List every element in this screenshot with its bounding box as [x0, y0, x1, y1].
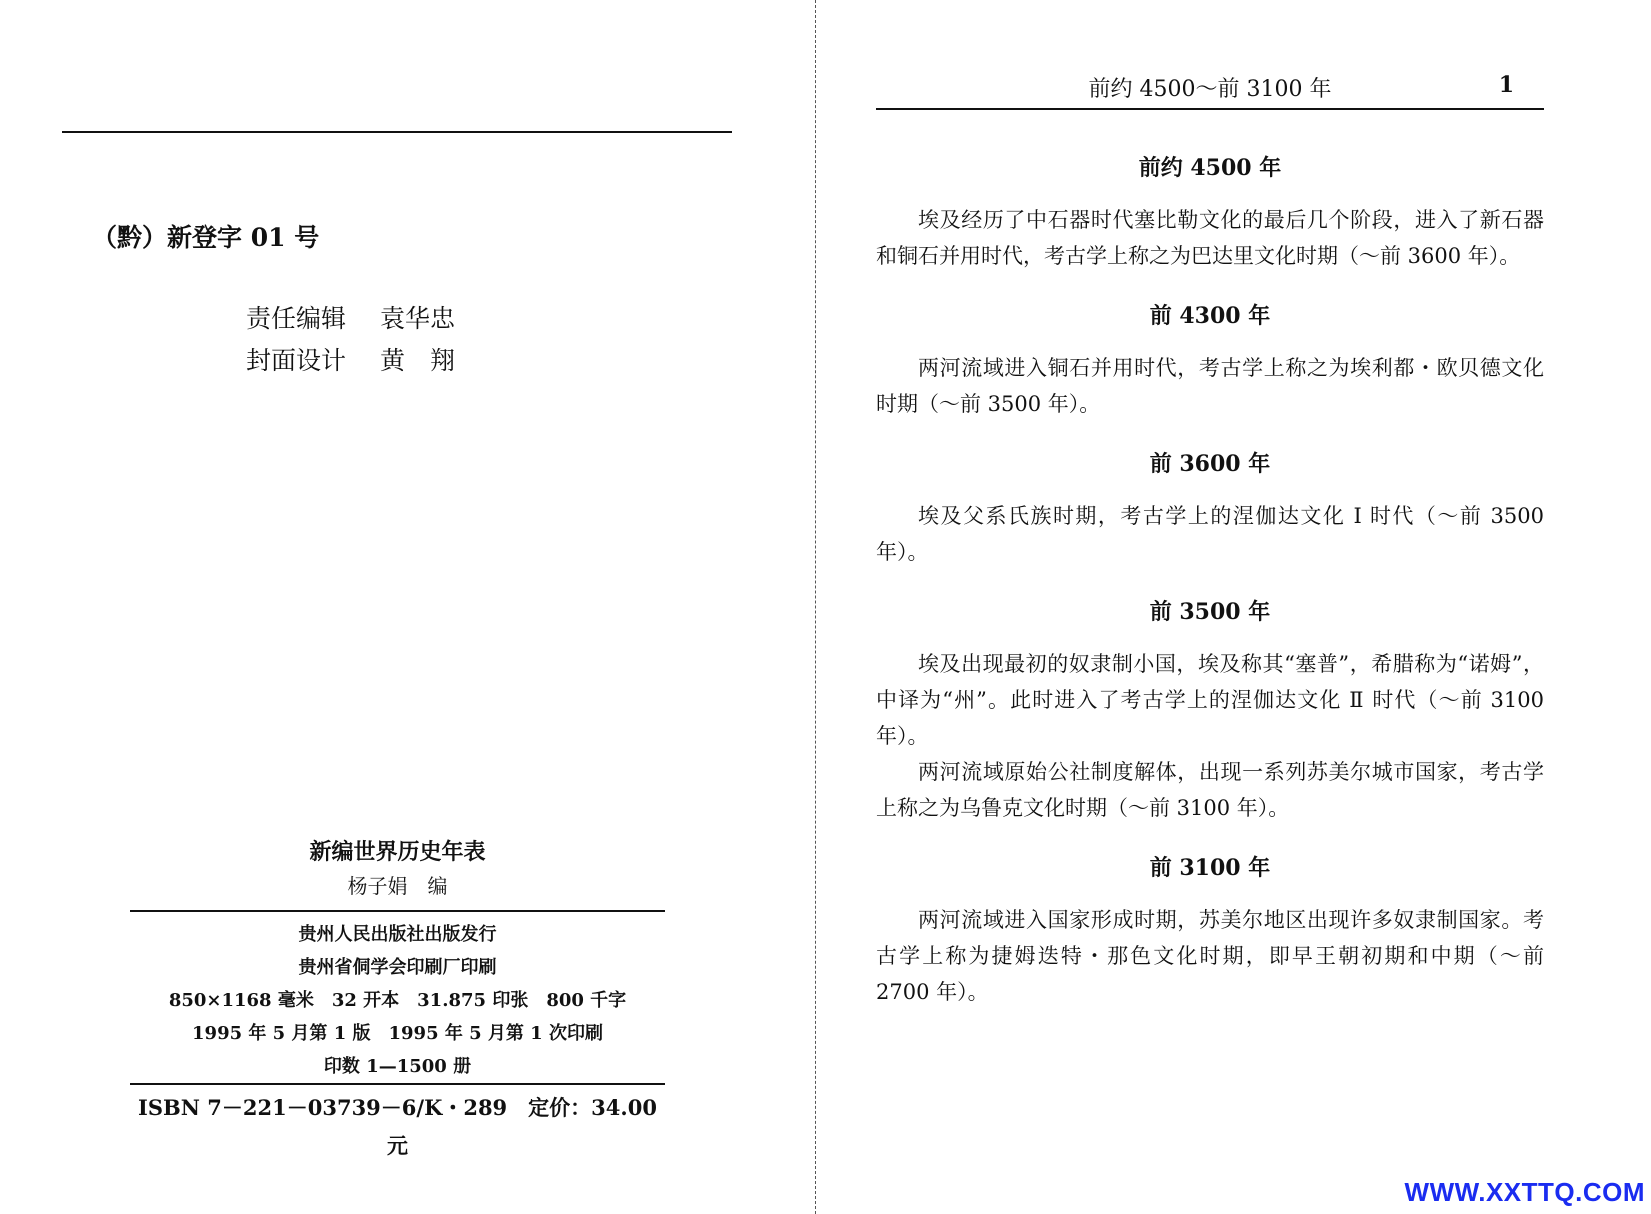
credit-name: 黄 翔 [380, 346, 456, 375]
watermark: WWW.XXTTQ.COM [1404, 1177, 1645, 1207]
credit-role: 责任编辑 [246, 304, 347, 333]
entry-paragraph: 两河流域进入国家形成时期，苏美尔地区出现许多奴隶制国家。考古学上称为捷姆迭特・那色文化时期，即早王朝初期和中期（～前 2700 年）。 [876, 908, 1544, 1004]
entry-paragraph: 埃及出现最初的奴隶制小国，埃及称其“塞普”，希腊称为“诺姆”，中译为“州”。此时进入了考古学上的涅伽达文化 Ⅱ 时代（～前 3100 年）。 [876, 652, 1544, 748]
edition-line: 1995 年 5 月第 1 版 1995 年 5 月第 1 次印刷 [192, 1023, 603, 1044]
entry-paragraph: 埃及经历了中石器时代塞比勒文化的最后几个阶段，进入了新石器和铜石并用时代，考古学上称之为巴达里文化时期（～前 3600 年）。 [876, 208, 1544, 268]
entry-year: 前 3100 年 [1149, 855, 1271, 881]
credit-role: 封面设计 [246, 346, 347, 375]
entry-paragraph: 两河流域进入铜石并用时代，考古学上称之为埃利都・欧贝德文化时期（～前 3500 年）。 [876, 356, 1544, 416]
entry-paragraph: 埃及父系氏族时期，考古学上的涅伽达文化 I 时代（～前 3500 年）。 [876, 504, 1544, 564]
publication-info [130, 912, 665, 1083]
running-title: 前约 4500～前 3100 年 [1088, 77, 1332, 102]
left-page [0, 0, 812, 1214]
registration-number: （黔）新登字 01 号 [92, 223, 320, 252]
timeline-entry [876, 446, 1544, 570]
page-number: 1 [1498, 72, 1514, 98]
timeline-entry [876, 594, 1544, 826]
book-author: 杨子娟 编 [347, 874, 448, 898]
isbn-price: ISBN 7－221－03739－6/K・289 定价：34.00 元 [138, 1095, 657, 1158]
credit-name: 袁华忠 [380, 304, 456, 333]
entry-paragraph: 两河流域原始公社制度解体，出现一系列苏美尔城市国家，考古学上称之为乌鲁克文化时期（～前 3100 年）。 [876, 760, 1544, 820]
credit-cover-design [246, 340, 455, 382]
page-divider [815, 0, 816, 1214]
entry-year: 前 3500 年 [1149, 599, 1271, 625]
timeline-content [876, 150, 1544, 1034]
format-line: 850×1168 毫米 32 开本 31.875 印张 800 千字 [168, 990, 627, 1011]
timeline-entry [876, 298, 1544, 422]
credit-editor [246, 298, 455, 340]
print-run-line: 印数 1—1500 册 [323, 1056, 472, 1077]
entry-year: 前 3600 年 [1149, 451, 1271, 477]
colophon [130, 834, 665, 1165]
right-page [820, 0, 1651, 1214]
running-header [876, 64, 1544, 110]
timeline-entry [876, 150, 1544, 274]
credits [246, 298, 455, 382]
timeline-entry [876, 850, 1544, 1010]
printer-line: 贵州省侗学会印刷厂印刷 [298, 957, 497, 978]
entry-year: 前 4300 年 [1149, 303, 1271, 329]
book-title: 新编世界历史年表 [309, 839, 486, 865]
top-rule [62, 131, 732, 133]
publisher-line: 贵州人民出版社出版发行 [298, 924, 497, 945]
entry-year: 前约 4500 年 [1138, 155, 1282, 181]
